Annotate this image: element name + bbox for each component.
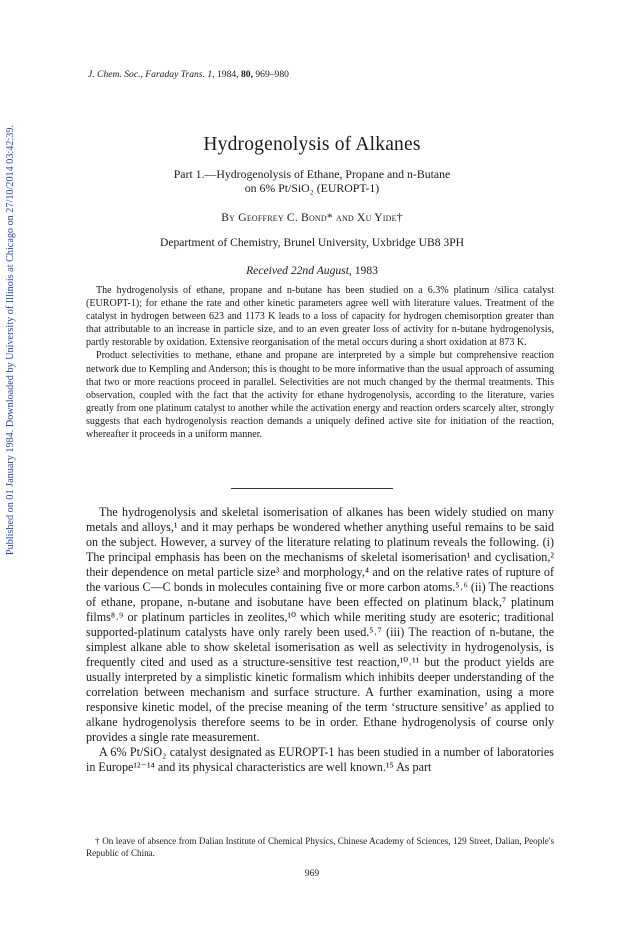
- received-label: Received: [246, 264, 291, 277]
- article-subtitle-line2: on 6% Pt/SiO₂ (EUROPT-1): [244, 181, 380, 195]
- journal-name: J. Chem. Soc., Faraday Trans. 1,: [88, 69, 215, 80]
- journal-volume: 80,: [240, 69, 253, 80]
- body-paragraph-2: A 6% Pt/SiO₂ catalyst designated as EUROPT-1 has been studied in a number of laboratories in Europe¹²⁻¹⁴ and its physical characteristics are well known.¹⁵ As part: [86, 745, 554, 774]
- received-day-month: 22nd August: [290, 264, 349, 277]
- abstract-paragraph-1: The hydrogenolysis of ethane, propane and n-butane has been studied on a 6.3% platinum /silica catalyst (EUROPT-1); for ethane the rate and other kinetic parameters agree well with literature values. Treatment of the catalyst in hydrogen between 623 and 1173 K leads to a loss of capacity for hydrogen chemisorption greater than that attributable to an increase in particle size, and to an even greater loss of activity for n-butane hydrogenolysis, partly restorable by oxidation. Extensive reorganisation of the metal occurs during a short oxidation at 873 K.: [86, 285, 554, 349]
- footnote: [86, 835, 554, 859]
- page-number: 969: [304, 868, 320, 879]
- article-affiliation: Department of Chemistry, Brunel University, Uxbridge UB8 3PH: [159, 236, 465, 249]
- footnote-text: † On leave of absence from Dalian Institute of Chemical Physics, Chinese Academy of Sciences, 129 Street, Dalian, People's Republic of China.: [86, 836, 554, 858]
- body-paragraph-1: The hydrogenolysis and skeletal isomerisation of alkanes has been widely studied on many metals and alloys,¹ and it may perhaps be wondered whether anything useful remains to be said on the subject. However, a survey of the literature relating to platinum reveals the following. (i) The principal emphasis has been on the mechanisms of skeletal isomerisation¹ and cyclisation,² their dependence on metal particle size³ and morphology,⁴ and on the relative rates of rupture of the various C—C bonds in molecules containing five or more carbon atoms.⁵˒⁶ (ii) The reactions of ethane, propane, n-butane and isobutane have been effected on platinum black,⁷ platinum films⁸˒⁹ or platinum particles in zeolites,¹⁰ which while meriting study are esoteric; traditional supported-platinum catalysts have only rarely been used.⁵˒⁷ (iii) The reaction of n-butane, the simplest alkane able to show skeletal isomerisation as well as selectivity in hydrogenolysis, is frequently cited and used as a structure-sensitive test reaction,¹⁰˒¹¹ but the product yields are usually interpreted by a simplistic kinetic formalism which inhibits deeper understanding of the correlation between mechanism and surface structure. A further examination, using a more responsive kinetic model, of the precise meaning of the term ‘structure sensitive’ as applied to alkane hydrogenolysis therefore seems to be in order. Ethane hydrogenolysis of course only provides a single rate measurement.: [86, 505, 554, 744]
- journal-citation: [88, 69, 289, 80]
- article-title: Hydrogenolysis of Alkanes: [203, 134, 421, 155]
- abstract-paragraph-2: Product selectivities to methane, ethane and propane are interpreted by a simple but comprehensive reaction network due to Kempling and Anderson; this is thought to be more informative than the usual approach of assuming that two or more reactions proceed in parallel. Selectivities are not much changed by the thermal treatments. This observation, coupled with the fact that the activity for ethane hydrogenolysis, according to the literature, varies greatly from one platinum catalyst to another while the activation energy and reaction orders scarcely alter, strongly suggests that each hydrogenolysis reaction demands a uniquely defined active site for initiation of the reaction, whereafter it proceeds in a uniform manner.: [86, 350, 554, 441]
- abstract: [86, 284, 554, 441]
- article-subtitle-line1: Part 1.—Hydrogenolysis of Ethane, Propane and n-Butane: [173, 167, 451, 181]
- download-watermark-text: Published on 01 January 1984. Downloaded by University of Illinois at Chicago on 27/10/2014 03:42:39.: [5, 124, 16, 556]
- article-authors: By Geoffrey C. Bond* and Xu Yide†: [221, 211, 403, 224]
- journal-pages: 969–980: [252, 69, 289, 80]
- journal-year: 1984,: [214, 69, 241, 80]
- received-year: , 1983: [348, 264, 378, 277]
- received-date: [0, 264, 624, 277]
- body-text: [86, 505, 554, 775]
- section-divider: [231, 488, 393, 489]
